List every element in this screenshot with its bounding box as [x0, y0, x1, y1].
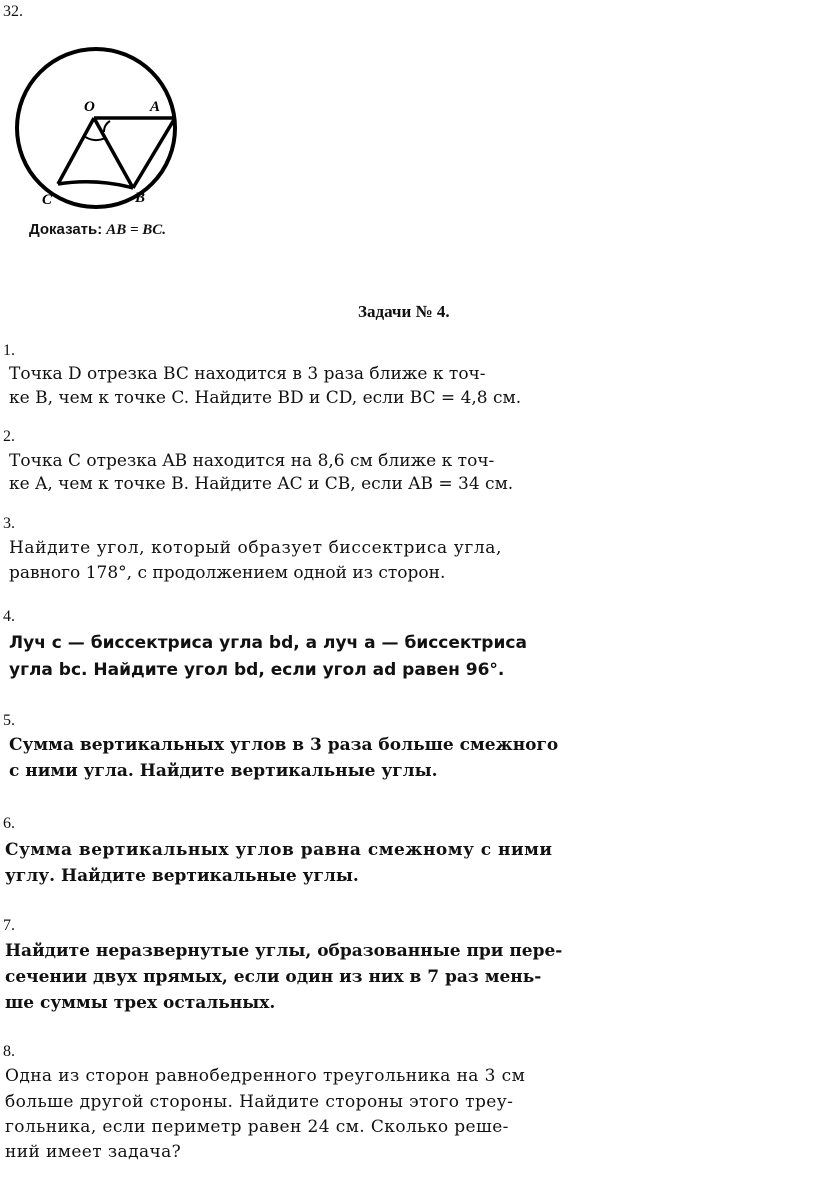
label-a: A	[150, 99, 161, 115]
problem-number: 3.	[3, 515, 15, 532]
segment-oc	[58, 118, 94, 184]
problem-number: 5.	[3, 712, 15, 729]
problem-text-line: Найдите угол, который образует биссектриса угла,	[9, 538, 503, 558]
problem-number-32: 32.	[3, 3, 23, 20]
label-o: O	[84, 99, 95, 115]
problem-text-line: Точка D отрезка BC находится в 3 раза ближе к точ-	[9, 364, 486, 384]
problem-text-line: угла bc. Найдите угол bd, если угол ad равен 96°.	[9, 660, 505, 680]
caption-prefix: Доказать:	[29, 221, 103, 238]
problem-text-line: углу. Найдите вертикальные углы.	[5, 866, 359, 886]
label-b: B	[135, 190, 146, 206]
problem-text-line: ке A, чем к точке B. Найдите AC и CB, если AB = 34 см.	[9, 474, 514, 494]
problem-text-line: с ними угла. Найдите вертикальные углы.	[9, 761, 438, 781]
problem-text-line: ше суммы трех остальных.	[5, 993, 276, 1013]
angle-arc-cob	[84, 136, 105, 140]
problem-number: 8.	[3, 1043, 15, 1060]
caption-formula: AB = BC.	[106, 222, 167, 238]
problem-text-line: Одна из сторон равнобедренного треугольника на 3 см	[5, 1066, 526, 1086]
figure-caption	[29, 221, 166, 239]
geometry-figure	[0, 30, 200, 220]
angle-arc-aob	[104, 121, 110, 132]
problem-text-line: равного 178°, с продолжением одной из сторон.	[9, 563, 446, 583]
problem-number: 6.	[3, 815, 15, 832]
problem-number: 7.	[3, 917, 15, 934]
problem-text-line: Сумма вертикальных углов в 3 раза больше смежного	[9, 735, 559, 755]
problem-text-line: сечении двух прямых, если один из них в 7 раз мень-	[5, 967, 542, 987]
problem-text-line: Сумма вертикальных углов равна смежному с ними	[5, 840, 553, 860]
problem-number: 1.	[3, 342, 15, 359]
problem-text-line: больше другой стороны. Найдите стороны этого треу-	[5, 1092, 514, 1112]
problem-text-line: Точка C отрезка AB находится на 8,6 см ближе к точ-	[9, 451, 495, 471]
label-c: C	[42, 192, 53, 208]
segment-ab	[133, 118, 175, 188]
problem-text-line: ний имеет задача?	[5, 1142, 182, 1162]
segment-ob	[94, 118, 133, 188]
problem-text-line: гольника, если периметр равен 24 см. Сколько реше-	[5, 1117, 509, 1137]
problem-number: 2.	[3, 428, 15, 445]
problem-text-line: Найдите неразвернутые углы, образованные при пере-	[5, 941, 563, 961]
problem-number: 4.	[3, 608, 15, 625]
segment-cb	[58, 182, 133, 188]
page-heading: Задачи № 4.	[358, 302, 450, 321]
problem-text-line: ке B, чем к точке C. Найдите BD и CD, если BC = 4,8 см.	[9, 388, 522, 408]
problem-text-line: Луч c — биссектриса угла bd, а луч a — биссектриса	[9, 633, 527, 653]
